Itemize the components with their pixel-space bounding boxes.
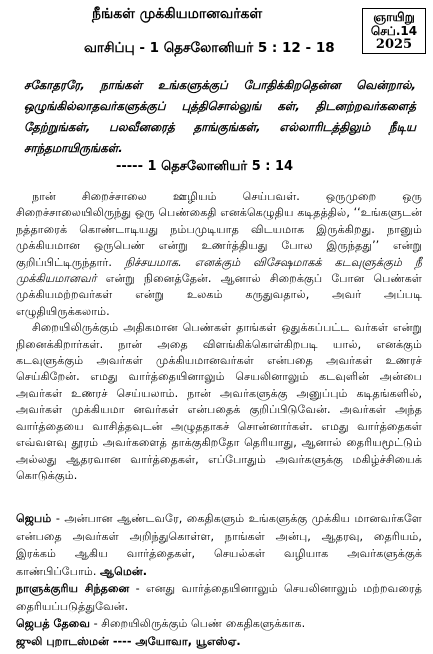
prayer [16,510,422,580]
prayer-amen: ஆமென். [100,564,147,578]
footer-section [16,510,422,650]
body-paragraph-2: சிறையிலிருக்கும் அதிகமான பெண்கள் தாங்கள் ஒதுக்கப்பட்ட வர்கள் என்று நினைக்கிறார்கள். நான் அதை விளங்கிக்கொள்கிறபடி யால், எனக்கும் கடவுளுக்கும் அவர்கள் முக்கியமானவர்கள் என்பதை அவர்கள் உணரச் செய்கிறேன். எமது வார்த்தையினாலும் செயலினாலும் கடவுளின் அன்பை அவர்கள் உணரச் செய்யலாம். நான் அவர்களுக்கு அனுப்பும் கடிதங்களில், அவர்கள் முக்கியமா னவர்கள் என்பதைக் குறிப்பிடுவேன். அவர்கள் அந்த வார்த்தையை வாசித்தவுடன் அழுததாகச் சொன்னார்கள். எமது வார்த்தைகள் எவ்வளவு தூரம் அவர்களைத் தாக்குகிறதோ தெரியாது, ஆனால் தைரியமூட்டும் அல்லது ஆதரவான வார்த்தைகள், எப்போதும் அவர்களுக்கு மகிழ்ச்சியைக் கொடுக்கும். [16,321,422,482]
page-title: நீங்கள் முக்கியமானவர்கள் [92,6,263,22]
prayer-need [16,615,422,633]
thought-text: - எனது வார்த்தையினாலும் செயலினாலும் மற்றவரைத் தைரியப்படுத்துவேன். [16,582,422,613]
key-verse: சகோதரரே, நாங்கள் உங்களுக்குப் போதிக்கிறதென்ன வென்றால், ஒழுங்கில்லாதவர்களுக்குப் புத்திசொல்லுங் கள், திடனற்றவர்களைத் தேற்றுங்கள், பலவீனரைத் தாங்குங்கள், எல்லாரிடத்திலும் நீடிய சாந்தமாயிருங்கள். [24,78,416,155]
prayer-text: - அன்பான ஆண்டவரே, கைதிகளும் உங்களுக்கு முக்கிய மானவர்களே என்பதை அவர்கள் அறிந்துகொள்ள, நாங்கள் அன்பு, ஆதரவு, தைரியம், இரக்கம் ஆகிய வார்த்தைகள், செயல்கள் வழியாக அவர்களுக்குக் காண்பிப்போம். [16,512,422,578]
verse-reference: ----- 1 தெசலோனியர் 5 : 14 [116,159,294,174]
date-box [362,8,426,54]
prayer-label: ஜெபம் [16,512,52,525]
author-line: ஜுலி புறாடஸ்மன் ---- அயோவா, யூஎஸ்ஏ. [16,634,241,648]
date-day: ஞாயிறு [373,10,415,24]
prayer-need-text: - சிறையிலிருக்கும் பெண் கைதிகளுக்காக. [90,617,306,630]
body-paragraph-1-emphasis: நிச்சயமாக. எனக்கும் விசேஷமாகக் கடவுளுக்கும் நீ முக்கியமானவர் [16,255,422,286]
meditation-body [16,189,422,484]
thought-label: நாளுக்குரிய சிந்தனை [16,582,130,595]
prayer-need-label: ஜெபத் தேவை [16,617,91,630]
body-paragraph-1-text-a: நான் சிறைச்சாலை ஊழியம் செய்பவள். ஒருமுறை ஒரு சிறைச்சாலையிலிருந்து ஒரு பெண்கைதி எனக்கெழுதிய கடிதத்தில், ‘‘உங்களுடன் நத்தாரைக் கொண்டாடியது நம்பமுடியாத விடயமாக இருக்கிறது. நானும் முக்கியமான ஒருபெண் என்று உணர்த்தியது போல இருந்தது’’ என்று குறிப்பிட்டிருந்தார். [16,190,422,269]
reading-reference: வாசிப்பு - 1 தெசலோனியர் 5 : 12 - 18 [84,40,335,56]
body-paragraph-1-text-b: என்று நினைத்தேன். ஆனால் சிறைக்குப் போன பெண்கள் முக்கியமற்றவர்கள் என்று உலகம் கருதுவதால், அவர் அப்படி எழுதியிருக்கலாம். [16,272,422,318]
body-paragraph-1 [16,189,422,320]
thought-for-day [16,580,422,615]
date-year: 2025 [375,37,413,52]
date-month-day: செப்.14 [370,24,418,38]
